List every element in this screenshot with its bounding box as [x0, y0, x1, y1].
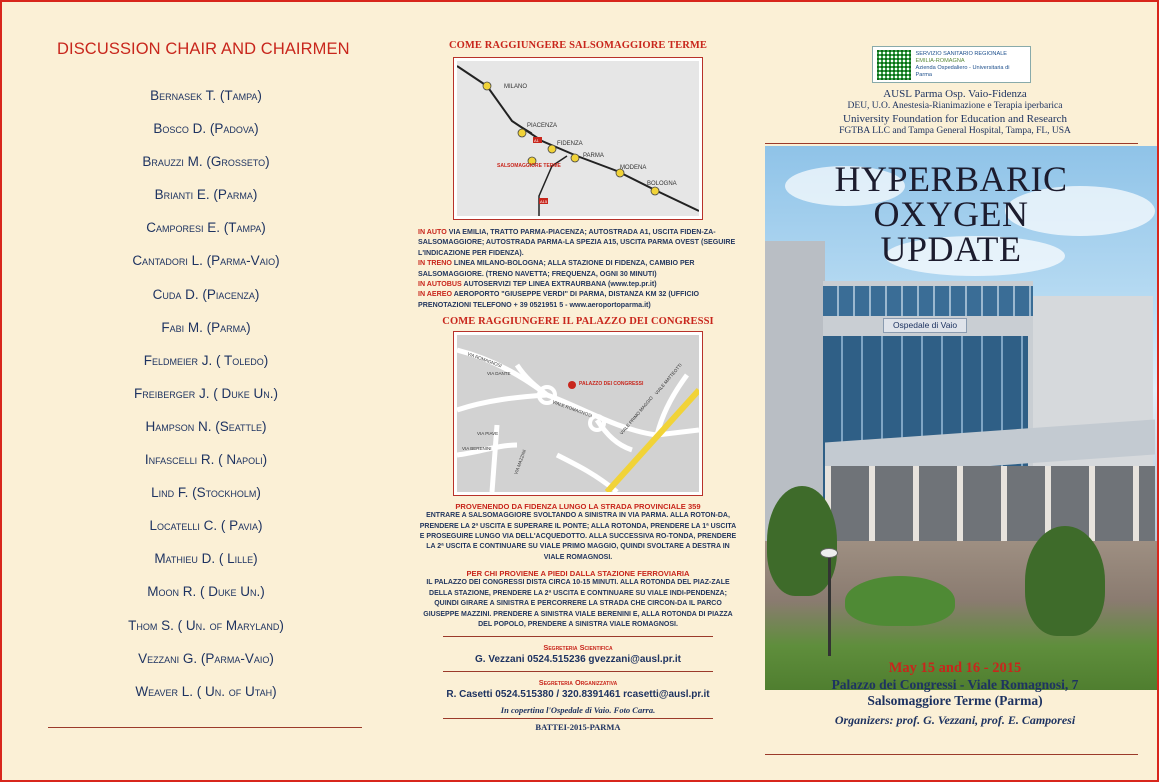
chairman-item: Cantadori L. (Parma-Vaio)	[132, 253, 280, 269]
direction-car	[418, 227, 738, 258]
org-line: University Foundation for Education and Research	[843, 112, 1067, 125]
direction-label: IN AUTOBUS	[418, 280, 462, 289]
map-label: A1	[534, 138, 539, 143]
route-title: COME RAGGIUNGERE SALSOMAGGIORE TERME	[448, 40, 708, 51]
chairman-item: Infascelli R. ( Napoli)	[144, 452, 268, 468]
city-marker	[483, 82, 491, 90]
map-label: FIDENZA	[557, 141, 583, 147]
org-secretary-contact: R. Casetti 0524.515380 / 320.8391461 rcasetti@ausl.pr.it	[446, 689, 710, 701]
chairmen-heading: DISCUSSION CHAIR AND CHAIRMEN	[57, 40, 350, 58]
fidenza-text: ENTRARE A SALSOMAGGIORE SVOLTANDO A SINISTRA IN VIA PARMA. ALLA ROTON-DA, PRENDERE LA 2ª USCITA E SUPERARE IL PONTE; ALLA ROTONDA, PRENDERE LA 1ª USCITA E PROSEGUIRE LUNGO VIA DELL'ACQUEDOTTO. ALLA SUCCESSIVA RO-TONDA, PRENDERE LA 2ª USCITA E CONTINUARE SU VIALE PRIMO MAGGIO, QUINDI SVOLTARE A DESTRA IN VIALE ROMAGNOSI.	[419, 512, 737, 561]
map-label: MODENA	[620, 165, 647, 171]
region-map	[453, 57, 703, 220]
map-label: BOLOGNA	[647, 181, 677, 187]
logo-grid-icon	[877, 50, 911, 80]
directions-panel	[418, 40, 738, 740]
direction-text: AUTOSERVIZI TEP LINEA EXTRAURBANA (www.tep.pr.it)	[463, 280, 657, 289]
chairman-item: Weaver L. ( Un. of Utah)	[135, 683, 277, 699]
sci-secretary-contact: G. Vezzani 0524.515236 gvezzani@ausl.pr.it	[475, 654, 681, 666]
chairmen-panel	[48, 40, 364, 740]
map-label: MILANO	[504, 84, 528, 90]
org-secretary-title: Segreteria Organizzativa	[538, 678, 618, 688]
chairman-item: Brauzzi M. (Grosseto)	[142, 154, 270, 170]
chairman-item: Fabi M. (Parma)	[161, 319, 251, 335]
map-label: PIACENZA	[527, 123, 558, 129]
street-label: VIALE MATTEOTTI	[653, 362, 683, 396]
divider	[48, 727, 362, 728]
event-title	[765, 159, 1137, 269]
divider	[443, 636, 713, 637]
cover-panel	[765, 40, 1145, 760]
chairman-item: Vezzani G. (Parma-Vaio)	[138, 650, 274, 666]
title-line: UPDATE	[880, 229, 1022, 269]
divider	[443, 718, 713, 719]
org-line: FGTBA LLC and Tampa General Hospital, Tampa, FL, USA	[839, 126, 1071, 137]
hospital-sign: Ospedale di Vaio	[883, 318, 967, 333]
direction-text: LINEA MILANO-BOLOGNA; ALLA STAZIONE DI FIDENZA, CAMBIO PER SALSOMAGGIORE. (TRENO NAVETTA; FREQUENZA, OGNI 30 MINUTI)	[418, 259, 695, 278]
street-label: VIALE ROMAGNOSI	[551, 399, 593, 419]
divider	[765, 754, 1138, 755]
organizers: Organizers: prof. G. Vezzani, prof. E. Camporesi	[834, 713, 1076, 727]
chairman-item: Brianti E. (Parma)	[154, 187, 258, 203]
title-line: HYPERBARIC	[834, 159, 1068, 199]
direction-plane	[418, 289, 738, 310]
direction-text: AEROPORTO "GIUSEPPE VERDI" DI PARMA, DISTANZA KM 32 (UFFICIO PRENOTAZIONI TELEFONO + 39 0521951 5 - www.aeroportoparma.it)	[418, 290, 700, 309]
direction-text: VIA EMILIA, TRATTO PARMA-PIACENZA; AUTOSTRADA A1, USCITA FIDEN-ZA-SALSOMAGGIORE; AUTOSTRADA PARMA-LA SPEZIA A15, USCITA PARMA OVEST (SEGUIRE L'INDICAZIONE PER FIDENZA).	[418, 228, 736, 257]
city-marker	[518, 129, 526, 137]
photo-credit: In copertina l'Ospedale di Vaio. Foto Carra.	[500, 705, 656, 716]
sci-secretary-title: Segreteria Scientifica	[543, 643, 613, 653]
map-label: SALSOMAGGIORE TERME	[497, 163, 561, 169]
city-marker	[651, 187, 659, 195]
station-text: IL PALAZZO DEI CONGRESSI DISTA CIRCA 10-15 MINUTI. ALLA ROTONDA DEL PIAZ-ZALE DELLA STAZIONE, PRENDERE LA 2ª USCITA E CONTINUARE SU VIALE INDI-PENDENZA; QUINDI GIRARE A SINISTRA E PERCORRERE LA STRADA CHE CIRCON-DA IL PARCO GIUSEPPE MAZZINI. PRENDERE A SINISTRA VIALE BERENINI E, ALLA ROTONDA DI PIAZZA DEL POPOLO, PRENDERE A SINISTRA VIALE ROMAGNOSI.	[423, 579, 733, 628]
direction-bus	[418, 279, 738, 289]
map-label: A15	[540, 199, 548, 204]
fidenza-title: PROVENENDO DA FIDENZA LUNGO LA STRADA PROVINCIALE 359	[455, 502, 701, 512]
chairman-item: Mathieu D. ( Lille)	[154, 551, 258, 567]
palazzo-marker	[568, 381, 576, 389]
logo-line: EMILIA-ROMAGNA	[915, 57, 965, 64]
venue-line: Salsomaggiore Terme (Parma)	[867, 693, 1043, 708]
logo-line: Azienda Ospedaliero - Universitaria di Parma	[915, 64, 1010, 78]
logo-line: SERVIZIO SANITARIO REGIONALE	[915, 50, 1008, 57]
chairman-item: Hampson N. (Seattle)	[145, 418, 267, 434]
map-label: PARMA	[583, 153, 604, 159]
print-code: BATTEI-2015-PARMA	[535, 722, 621, 733]
chairman-item: Camporesi E. (Tampa)	[146, 220, 266, 236]
direction-train	[418, 258, 738, 279]
venue-line: Palazzo dei Congressi - Viale Romagnosi, 7	[831, 677, 1079, 692]
street-map-graphic	[457, 335, 699, 492]
divider	[443, 671, 713, 672]
organizations	[765, 88, 1145, 138]
direction-label: IN AUTO	[418, 228, 447, 236]
transport-directions	[418, 227, 738, 310]
city-marker	[548, 145, 556, 153]
map-poi-label: PALAZZO DEI CONGRESSI	[579, 381, 644, 388]
title-line: OXYGEN	[873, 194, 1029, 234]
street-label: VIA ROMAGNOSI	[466, 351, 503, 369]
chairman-item: Moon R. ( Duke Un.)	[147, 584, 265, 600]
hospital-photo	[765, 146, 1157, 690]
chairman-item: Thom S. ( Un. of Maryland)	[128, 617, 284, 633]
direction-label: IN AEREO	[418, 290, 453, 299]
street-label: VIA DANTE	[487, 371, 511, 377]
chairman-item: Lind F. (Stockholm)	[151, 485, 261, 501]
chairman-item: Cuda D. (Piacenza)	[152, 286, 260, 302]
event-details	[765, 660, 1145, 728]
palazzo-title: COME RAGGIUNGERE IL PALAZZO DEI CONGRESSI	[442, 316, 714, 328]
divider	[765, 143, 1138, 144]
chairmen-list	[48, 79, 364, 708]
street-label: VIA BERENINI	[462, 446, 492, 452]
city-marker	[571, 154, 579, 162]
street-map	[453, 331, 703, 496]
event-date: May 15 and 16 - 2015	[888, 660, 1022, 676]
chairman-item: Bernasek T. (Tampa)	[150, 88, 262, 103]
org-line: DEU, U.O. Anestesia-Rianimazione e Terapia iperbarica	[847, 101, 1063, 112]
regional-health-logo	[872, 46, 1031, 83]
street-label: VIALE PRIMO MAGGIO	[618, 395, 654, 436]
direction-label: IN TRENO	[418, 259, 452, 268]
chairman-item: Freiberger J. ( Duke Un.)	[133, 385, 278, 401]
station-title: PER CHI PROVIENE A PIEDI DALLA STAZIONE FERROVIARIA	[466, 569, 690, 579]
region-map-graphic	[457, 61, 699, 216]
chairman-item: Bosco D. (Padova)	[153, 121, 259, 137]
street-label: VIA MAZZINI	[513, 449, 527, 476]
chairman-item: Locatelli C. ( Pavia)	[149, 518, 263, 534]
street-label: VIA PIAVE	[477, 431, 499, 437]
chairman-item: Feldmeier J. ( Toledo)	[143, 352, 269, 368]
org-line: AUSL Parma Osp. Vaio-Fidenza	[883, 88, 1027, 100]
